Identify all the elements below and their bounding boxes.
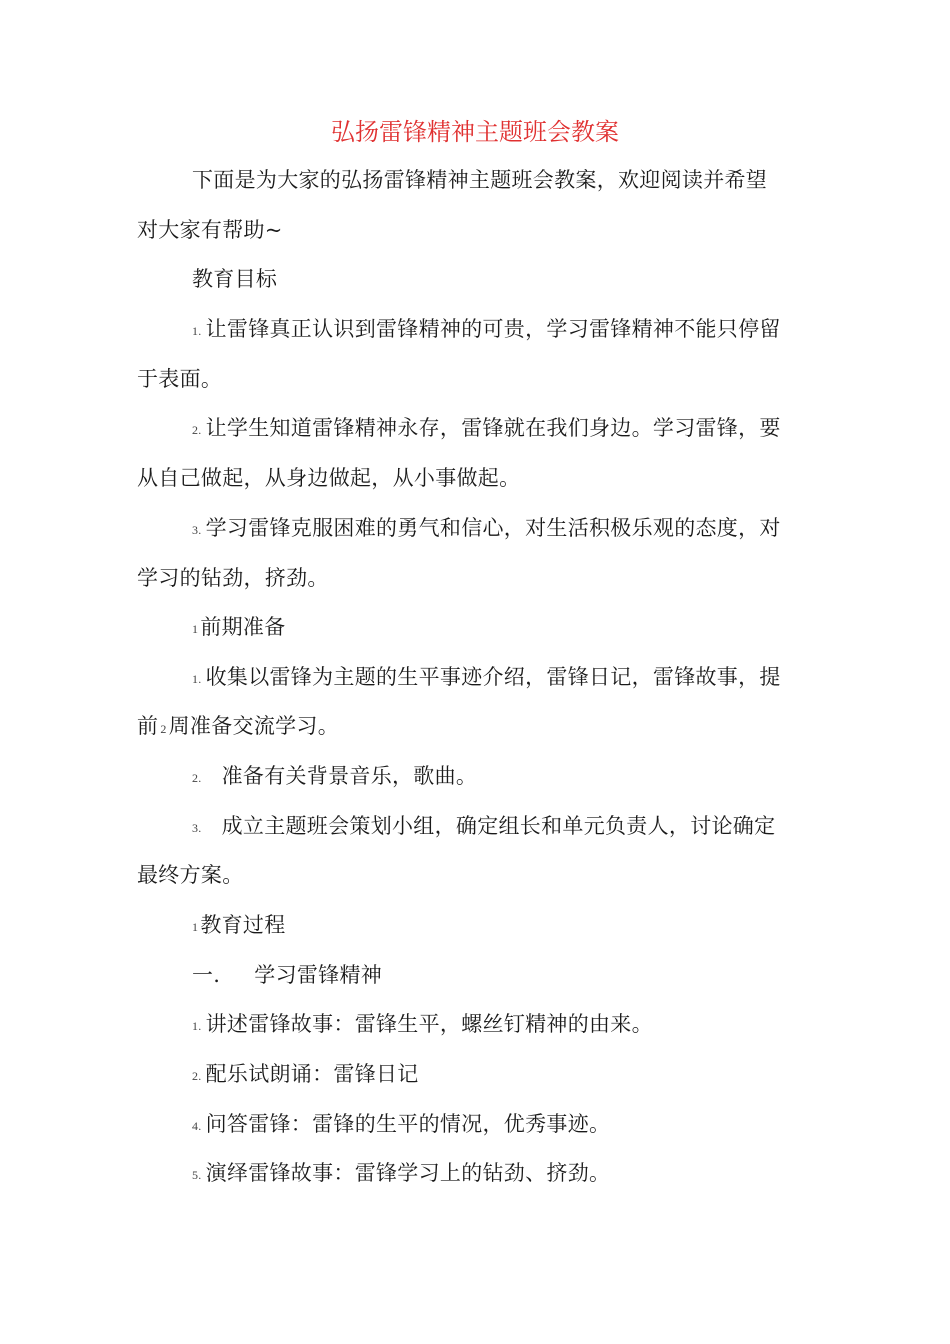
- process-item-2-text: 配乐试朗诵：雷锋日记: [205, 1062, 419, 1086]
- prep-item-1-number: 1.: [192, 672, 202, 686]
- goal-item-1: [192, 304, 882, 356]
- goal-item-2-number: 2.: [192, 423, 202, 437]
- prep-item-2-number: 2.: [192, 771, 202, 785]
- prep-item-1-continued-a: 前: [137, 714, 159, 738]
- goal-item-3-text: 学习雷锋克服困难的勇气和信心，对生活积极乐观的态度，对: [205, 516, 781, 540]
- goal-item-3-continued: 学习的钻劲，挤劲。: [137, 566, 329, 590]
- prep-item-2: [192, 751, 882, 803]
- process-heading-text: 教育过程: [200, 913, 286, 937]
- process-item-4: [192, 1099, 882, 1151]
- prep-item-3-continued: 最终方案。: [137, 863, 244, 887]
- prep-item-3-number: 3.: [192, 821, 202, 835]
- process-item-5-text: 演绎雷锋故事：雷锋学习上的钻劲、挤劲。: [205, 1161, 611, 1185]
- process-section-1-text: 学习雷锋精神: [254, 963, 383, 987]
- goal-item-2-continued: 从自己做起，从身边做起，从小事做起。: [137, 466, 521, 490]
- process-section-1-number: 一.: [192, 963, 221, 987]
- process-heading: [192, 900, 882, 952]
- prep-heading-text: 前期准备: [200, 615, 286, 639]
- process-section-1: [192, 950, 882, 1000]
- process-heading-number: 1: [192, 920, 199, 934]
- process-item-2-number: 2.: [192, 1069, 202, 1083]
- process-item-1-text: 讲述雷锋故事：雷锋生平，螺丝钉精神的由来。: [205, 1012, 653, 1036]
- prep-item-1: [192, 652, 882, 704]
- prep-heading-number: 1: [192, 622, 199, 636]
- prep-item-1-continued-b: 周准备交流学习。: [168, 714, 340, 738]
- process-item-5-number: 5.: [192, 1168, 202, 1182]
- prep-heading: [192, 602, 882, 654]
- goal-item-2-text: 让学生知道雷锋精神永存，雷锋就在我们身边。学习雷锋，要: [205, 416, 781, 440]
- prep-item-3-text: 成立主题班会策划小组，确定组长和单元负责人，讨论确定: [221, 814, 776, 838]
- prep-item-2-text: 准备有关背景音乐，歌曲。: [221, 764, 478, 788]
- process-item-2: [192, 1049, 882, 1101]
- process-item-5: [192, 1148, 882, 1200]
- prep-item-1-text: 收集以雷锋为主题的生平事迹介绍，雷锋日记，雷锋故事，提: [205, 665, 781, 689]
- process-item-4-text: 问答雷锋：雷锋的生平的情况，优秀事迹。: [205, 1112, 611, 1136]
- goal-item-3-number: 3.: [192, 523, 202, 537]
- prep-item-1-inline-number: 2: [160, 722, 167, 736]
- prep-item-3: [192, 801, 882, 853]
- document-title: 弘扬雷锋精神主题班会教案: [331, 118, 619, 146]
- prep-item-1-continued: [137, 701, 827, 754]
- process-item-1: [192, 999, 882, 1051]
- intro-line-2: 对大家有帮助~: [137, 218, 283, 242]
- goals-heading: 教育目标: [192, 267, 278, 291]
- intro-line-1: 下面是为大家的弘扬雷锋精神主题班会教案，欢迎阅读并希望: [192, 168, 768, 192]
- goal-item-1-continued: 于表面。: [137, 367, 223, 391]
- goal-item-3: [192, 503, 882, 555]
- process-item-1-number: 1.: [192, 1019, 202, 1033]
- goal-item-1-text: 让雷锋真正认识到雷锋精神的可贵，学习雷锋精神不能只停留: [205, 317, 781, 341]
- goal-item-1-number: 1.: [192, 324, 202, 338]
- process-item-4-number: 4.: [192, 1119, 202, 1133]
- goal-item-2: [192, 403, 882, 455]
